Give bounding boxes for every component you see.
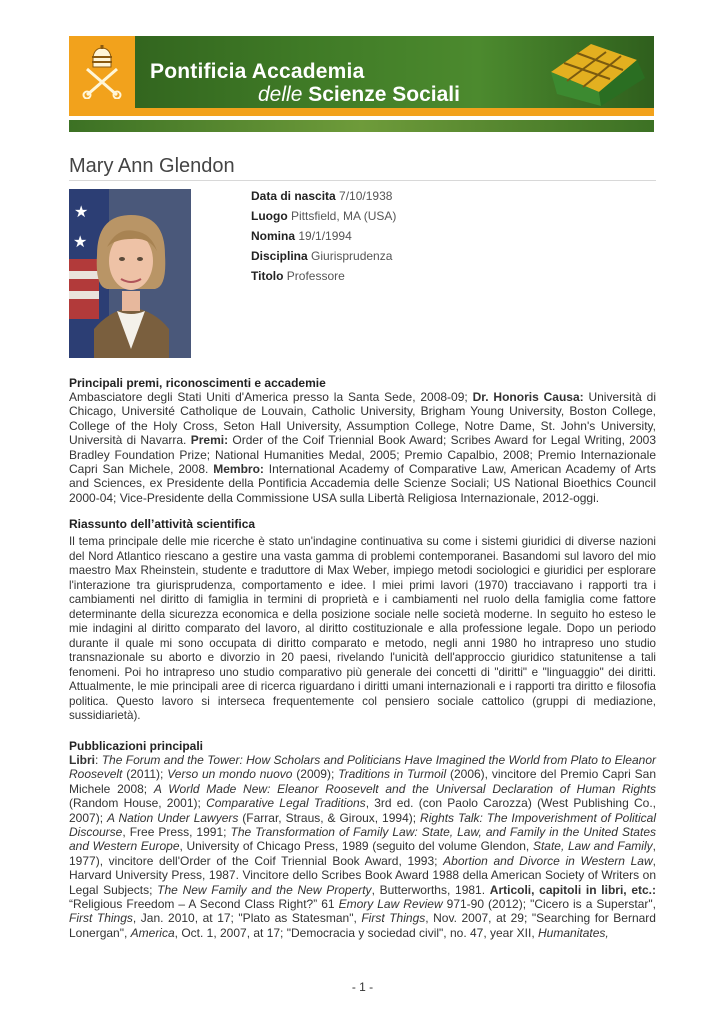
publication-detail: : <box>95 753 102 767</box>
fact-place <box>251 206 396 226</box>
banner-orange-stripe <box>69 108 654 116</box>
publication-title: Humanitates, <box>538 925 609 940</box>
prizes-honoris-label: Dr. Honoris Causa: <box>472 390 584 404</box>
publication-title: Comparative Legal Traditions <box>206 796 366 811</box>
publication-title: A Nation Under Lawyers <box>106 810 239 825</box>
prizes-text <box>69 390 656 505</box>
fact-birthdate <box>251 186 396 206</box>
papal-tiara-keys-icon <box>79 45 125 99</box>
publication-detail: 971-90 (2012); "Cicero is a Superstar", <box>442 897 656 912</box>
fact-label: Disciplina <box>251 249 308 263</box>
publication-detail: , University of Chicago Press, 1989 (seguito del volume Glendon, <box>179 839 533 854</box>
fact-appointment <box>251 226 396 246</box>
publication-title: State, Law and Family <box>532 839 653 854</box>
fact-value: 7/10/1938 <box>339 189 393 203</box>
publication-detail: (Random House, 2001); <box>69 796 207 811</box>
fact-value: 19/1/1994 <box>298 229 352 243</box>
publications-section <box>69 739 656 940</box>
banner-title-italic: delle <box>258 83 303 106</box>
papal-emblem <box>69 36 135 108</box>
person-name: Mary Ann Glendon <box>69 155 235 177</box>
publication-detail: , Oct. 1, 2007, at 17; "Democracia y sociedad civil", no. 47, year XII, <box>174 925 539 940</box>
publication-category: Libri <box>69 753 95 767</box>
fact-discipline <box>251 246 396 266</box>
banner-title-line2 <box>258 83 460 107</box>
fact-value: Professore <box>286 269 345 283</box>
publication-detail: (Farrar, Straus, & Giroux, 1994); <box>238 810 421 825</box>
title-divider <box>69 180 656 181</box>
fact-title <box>251 266 396 286</box>
publication-title: The New Family and the New Property <box>157 882 372 897</box>
publication-detail: , 3rd ed. (con Paolo Carozza) (West Publishing Co., 2007); <box>69 796 656 825</box>
publication-category: Articoli, capitoli in libri, etc.: <box>489 882 657 897</box>
publication-title: A World Made New: Eleanor Roosevelt and the Universal Declaration of Human Rights <box>153 781 657 796</box>
publication-title: America <box>130 925 175 940</box>
fact-value: Giurisprudenza <box>311 249 393 263</box>
publications-heading: Pubblicazioni principali <box>69 739 204 753</box>
publication-detail: , Jan. 2010, at 17; "Plato as Statesman", <box>132 911 362 926</box>
publication-title: The Transformation of Family Law: State, Law, and Family in the United States and Western Europe <box>69 825 656 854</box>
summary-section <box>69 517 656 724</box>
academy-banner <box>69 36 654 138</box>
publication-title: First Things <box>361 911 426 926</box>
publication-detail: , Harvard University Press, 1987. Vincitore dello Scribes Book Award 1988 della American Society of Writers on Legal Subjects; <box>69 853 656 897</box>
banner-title-line1: Pontificia Accademia <box>150 60 365 83</box>
publication-detail: “Religious Freedom – A Second Class Right?” 61 <box>69 897 339 912</box>
publication-detail: , 1977), vincitore dell'Order of the Coif Triennial Book Award, 1993; <box>69 839 656 868</box>
publication-title: Traditions in Turmoil <box>338 767 447 782</box>
portrait-illustration <box>69 189 191 358</box>
prizes-premi-list: Order of the Coif Triennial Book Award; Scribes Award for Legal Writing, 2003 Bradley Foundation Prize; National Humanities Medal, 2005; Premio Capalbio, 2008; Premio Internazionale Capri San Michele, 2008. <box>69 433 656 477</box>
portrait-photo <box>69 189 191 358</box>
rubik-cube-icon <box>541 38 651 106</box>
fact-value: Pittsfield, MA (USA) <box>291 209 397 223</box>
prizes-heading: Principali premi, riconoscimenti e accademie <box>69 376 326 390</box>
banner-green-stripe <box>69 120 654 132</box>
publication-title: The Forum and the Tower: How Scholars and Politicians Have Imagined the World from Plato to Eleanor Roosevelt <box>69 753 656 782</box>
publication-title: Emory Law Review <box>338 897 443 912</box>
summary-text: Il tema principale delle mie ricerche è stato un'indagine continuativa su come i sistemi giuridici di diverse nazioni del Nord Atlantico riescano a gestire una vasta gamma di problemi contemporanei. Basandomi sul lavoro del mio maestro Max Rheinstein, studente e traduttore di Max Weber, impiego metodi sociologici e giuridici per esplorare l'interazione tra giurisprudenza, comportamento e idee. I miei primi lavori (1970) tracciavano i rapporti tra i cambiamenti nel diritto di famiglia in termini di proprietà e i cambiamenti nel ruolo della famiglia come fattore determinante della sicurezza economica e della posizione sociale nelle società moderne. In seguito ho esteso le mie indagini al diritto comparato del lavoro, al diritto costituzionale e alla professione legale. Dopo un periodo durante il quale mi sono occupata di diritto comparato e metodo, negli anni 1980 ho intrapreso uno studio transnazionale su aborto e divorzio in 20 paesi, rivelando l'unicità dell'approccio giuridico statunitense a tali fenomeni. Poi ho intrapreso uno studio comparativo più generale dei concetti di "diritti" e "linguaggio" dei diritti. Attualmente, le mie principali aree di ricerca riguardano i diritti umani internazionali e i rapporti tra diritto e filosofia politica. Questo lavoro si interseca frequentemente col pensiero sociale cattolico (gruppi di mediazione, sussidiarietà). <box>69 535 656 722</box>
fact-label: Nomina <box>251 229 296 243</box>
publication-title: First Things <box>69 911 133 926</box>
banner-title-bold: Scienze Sociali <box>308 83 460 106</box>
prizes-membro-list: International Academy of Comparative Law, American Academy of Arts and Sciences, ex Presidente della Pontificia Accademia delle Scienze Sociali; US National Bioethics Council 2000-04; Vice-Presidente della Commissione USA sulla Libertà Religiosa Internazionale, 2012-oggi. <box>69 462 656 505</box>
fact-label: Luogo <box>251 209 288 223</box>
publication-detail: , Free Press, 1991; <box>122 825 231 840</box>
publication-title: Verso un mondo nuovo <box>167 767 293 782</box>
publication-detail: , Nov. 2007, at 29; "Searching for Bernard Lonergan", <box>69 911 656 940</box>
publication-title: Abortion and Divorce in Western Law <box>443 853 653 868</box>
publications-text <box>69 753 656 940</box>
publication-detail: , Butterworths, 1981. <box>371 882 490 897</box>
publication-detail: (2006), vincitore del Premio Capri San Michele 2008; <box>69 767 656 796</box>
prizes-honoris-list: Università di Chicago, Université Catholique de Louvain, Catholic University, Brigham Young University, Boston College, College of the Holy Cross, Seton Hall University, Assumption College, Notre Dame, St. John's University, Università di Navarra. <box>69 390 656 448</box>
summary-heading: Riassunto dell’attività scientifica <box>69 517 256 531</box>
prizes-ambassador: Ambasciatore degli Stati Uniti d'America presso la Santa Sede, 2008-09; <box>69 390 473 404</box>
publication-title: Rights Talk: The Impoverishment of Political Discourse <box>69 810 657 840</box>
fact-label: Titolo <box>251 269 284 283</box>
biographical-facts <box>251 186 396 286</box>
publication-detail: (2009); <box>292 767 339 782</box>
svg-text:★: ★ <box>74 202 89 221</box>
svg-text:★: ★ <box>73 232 88 251</box>
prizes-premi-label: Premi: <box>190 433 229 448</box>
prizes-section <box>69 376 656 505</box>
page-number: - 1 - <box>351 980 374 994</box>
publication-detail: (2011); <box>122 767 168 782</box>
prizes-membro-label: Membro: <box>213 462 264 477</box>
fact-label: Data di nascita <box>251 189 336 203</box>
